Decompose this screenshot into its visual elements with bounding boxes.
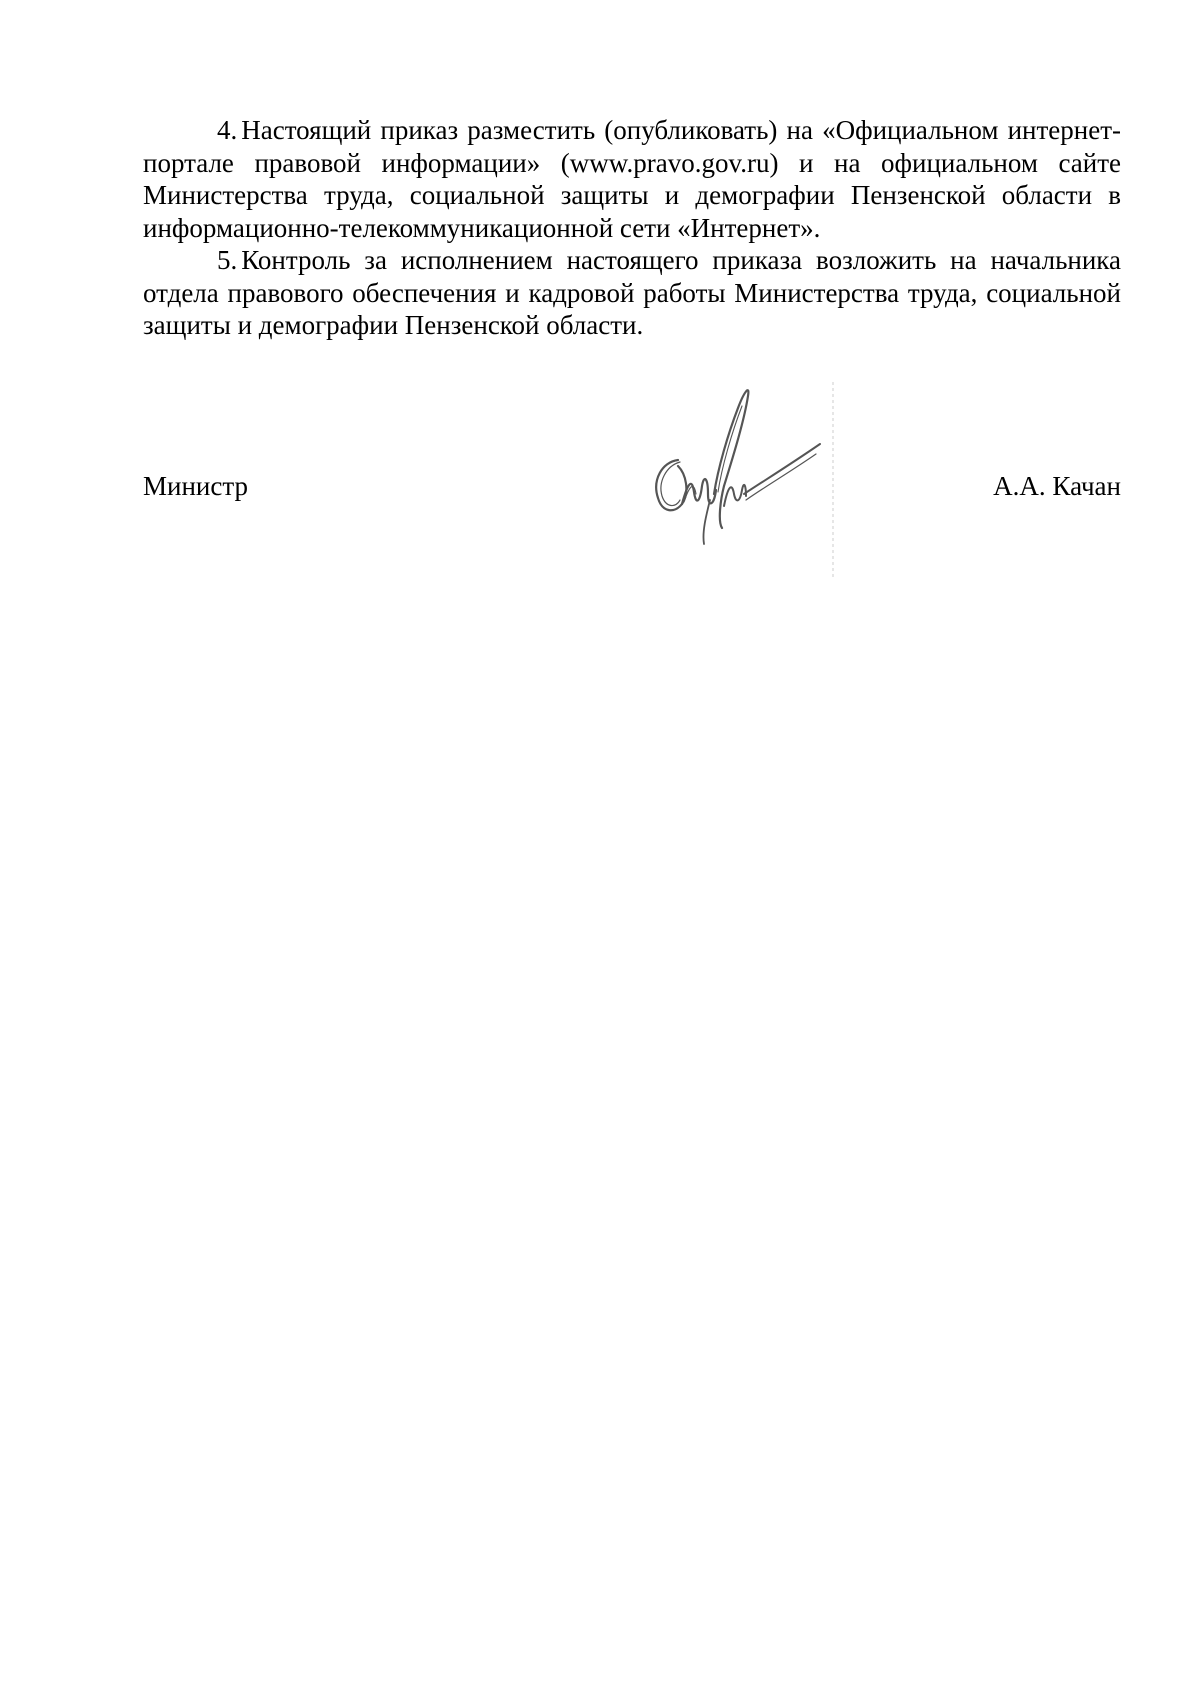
paragraph-number: 5. [217,245,238,275]
signer-name: А.А. Качан [993,471,1121,501]
document-body [143,114,1121,342]
signer-position: Министр [143,471,248,501]
paragraph-5 [143,244,1121,342]
paragraph-4 [143,114,1121,244]
paragraph-text: Настоящий приказ разместить (опубликовать) на «Официальном интернет-портале правовой информации» (www.pravo.gov.ru) и на официальном сайте Министерства труда, социальной защиты и демографии Пензенской области в информационно-телекоммуникационной сети «Интернет». [143,115,1121,243]
signature-block [143,470,1121,510]
paragraph-text: Контроль за исполнением настоящего приказа возложить на начальника отдела правового обеспечения и кадровой работы Министерства труда, социальной защиты и демографии Пензенской области. [143,245,1121,340]
paragraph-number: 4. [217,115,238,145]
handwritten-signature-icon [640,382,850,578]
